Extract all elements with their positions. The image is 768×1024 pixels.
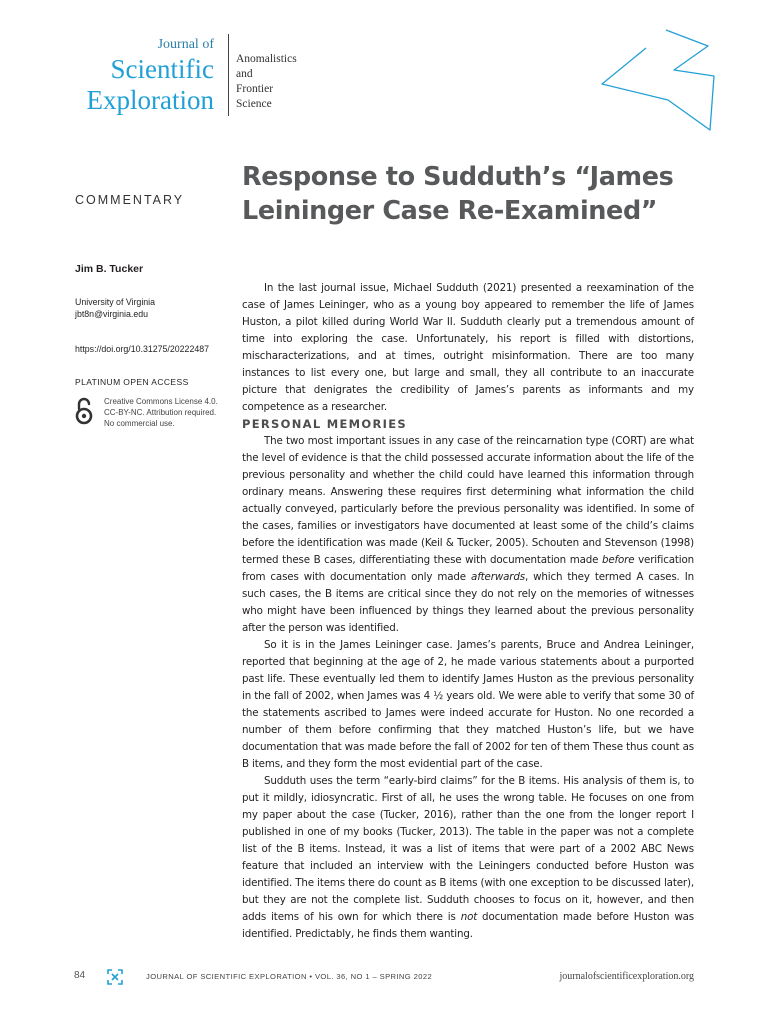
journal-logo-icon	[596, 28, 720, 136]
affiliation: University of Virginia	[75, 297, 156, 307]
open-access-heading: PLATINUM OPEN ACCESS	[75, 377, 189, 387]
journal-name-prefix: Journal of	[157, 37, 214, 52]
footer-citation: JOURNAL OF SCIENTIFIC EXPLORATION • VOL. 36, NO 1 – SPRING 2022	[146, 972, 433, 981]
body-paragraph: Sudduth uses the term “early-bird claims” for the B items. His analysis of them is, to put it mildly, idiosyncratic. First of all, he uses the wrong table. He focuses on one from my paper about the case (Tucker, 2016), rather than the one from the longer report I published in one of my books (Tucker, 2013). The table in the paper was not a complete list of the B items. Instead, it was a list of items that were part of a 2002 ABC News feature that included an interview with the Leiningers conducted before Huston was identified. The items there do count as B items (with one exception to be discussed later), but they are not the complete list. Sudduth chooses to focus on it, however, and then adds items of his own for which there is not documentation made before Huston was identified. Predictably, he finds them wanting.	[242, 775, 694, 940]
tagline-line: Anomalistics	[236, 53, 297, 65]
journal-url-link[interactable]: journalofscientificexploration.org	[559, 971, 694, 982]
author-affiliation	[75, 296, 155, 320]
license-line: Creative Commons License 4.0.	[104, 397, 218, 406]
license-line: No commercial use.	[104, 419, 175, 428]
author-email[interactable]: jbt8n@virginia.edu	[75, 309, 148, 319]
journal-footer-icon	[106, 968, 124, 986]
license-line: CC-BY-NC. Attribution required.	[104, 408, 217, 417]
tagline-line: and	[236, 68, 253, 80]
journal-name-scientific: Scientific	[110, 54, 214, 84]
journal-tagline	[236, 52, 297, 112]
article-body	[242, 280, 694, 943]
journal-name-exploration: Exploration	[86, 85, 214, 115]
license-text	[104, 396, 218, 429]
doi-link[interactable]: https://doi.org/10.31275/20222487	[75, 344, 210, 354]
article-title: Response to Sudduth’s “James Leininger Case Re-Examined”	[242, 162, 674, 226]
body-paragraph: So it is in the James Leininger case. James’s parents, Bruce and Andrea Leininger, reported that beginning at the age of 2, he made various statements about a purported past life. These eventually led them to identify James Huston as the previous personality in the fall of 2002, when James was 4 ½ years old. We were able to verify that some 30 of the statements ascribed to James were indeed accurate for Huston. No one recorded a number of them before confirming that they matched Huston’s life, but we have documentation that was made before the fall of 2002 for ten of them These thus count as B items, and they form the most evidential part of the case.	[242, 639, 694, 770]
author-name: Jim B. Tucker	[75, 263, 144, 275]
section-heading: PERSONAL MEMORIES	[242, 417, 407, 431]
section-label: COMMENTARY	[75, 193, 185, 207]
tagline-line: Frontier	[236, 83, 274, 95]
page-number: 84	[74, 970, 86, 981]
body-paragraph: The two most important issues in any case of the reincarnation type (CORT) are what the level of evidence is that the child possessed accurate information about the life of the previous personality and whether the child could have learned this information through ordinary means. Answering these requires first determining what information the child actually conveyed, particularly before the previous personality was identified. In some of the cases, families or investigators have documented at least some of the child’s claims before the identification was made (Keil & Tucker, 2005). Schouten and Stevenson (1998) termed these B cases, differentiating these with documentation made before verification from cases with documentation only made afterwards, which they termed A cases. In such cases, the B items are critical since they do not rely on the memories of witnesses who might have been influenced by things they learned about the previous personality after the person was identified.	[242, 435, 694, 634]
intro-paragraph: In the last journal issue, Michael Sudduth (2021) presented a reexamination of the case of James Leininger, who as a young boy appeared to remember the life of James Huston, a pilot killed during World War II. Sudduth clearly put a tremendous amount of time into exploring the case. Unfortunately, his report is filled with distortions, mischaracterizations, and at times, outright misinformation. There are too many instances to list every one, but large and small, they all contribute to an inaccurate picture that denigrates the credibility of James’s parents as informants and my competence as a researcher.	[242, 282, 694, 413]
tagline-line: Science	[236, 98, 272, 110]
header-divider	[228, 34, 229, 116]
open-access-icon	[74, 396, 94, 426]
